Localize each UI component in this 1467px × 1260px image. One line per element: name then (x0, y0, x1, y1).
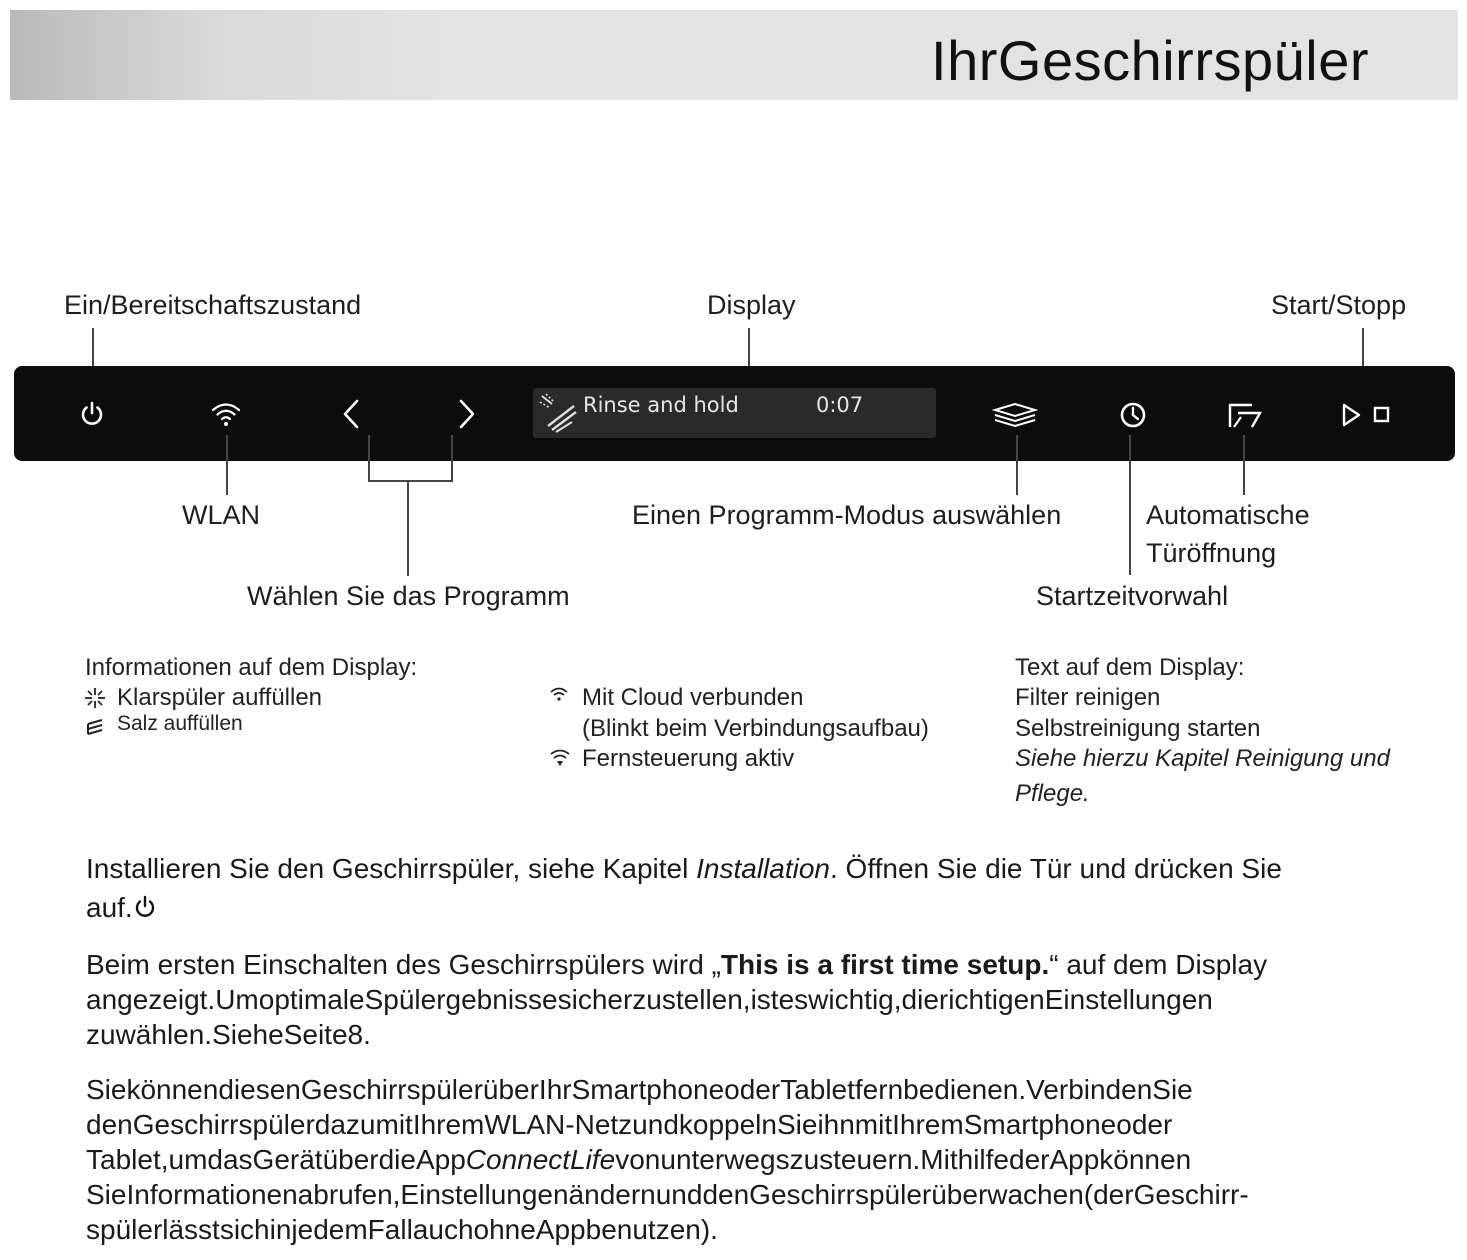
door-open-icon[interactable] (1226, 400, 1264, 430)
p2-text-2: “ auf dem Display (1049, 949, 1268, 980)
p2-setup-message: This is a first time setup. (720, 949, 1050, 980)
leader-line-wlan (226, 435, 228, 495)
info-salt: Salz auffüllen (117, 712, 243, 735)
p1-text: Installieren Sie den Geschirrspüler, siehe Kapitel (86, 853, 697, 884)
stop-icon[interactable] (1372, 405, 1392, 425)
p1-text-3: auf. (86, 892, 133, 923)
paragraph-connectlife (86, 1072, 1406, 1247)
leader-line-program (407, 480, 409, 576)
leader-line-bracket (368, 480, 453, 482)
display-program-name: Rinse and hold (583, 393, 739, 417)
info-rinse-aid: Klarspüler auffüllen (117, 684, 323, 711)
info-remote: Fernsteuerung aktiv (582, 745, 795, 772)
rinse-aid-icon (84, 687, 106, 709)
info-left-heading: Informationen auf dem Display: (85, 654, 418, 681)
label-display: Display (707, 290, 796, 320)
p3-app-name: ConnectLife (465, 1144, 616, 1175)
remote-control-icon (549, 748, 571, 768)
info-right-heading: Text auf dem Display: (1015, 654, 1245, 681)
p3-text-1: SiekönnendiesenGeschirrspülerüberIhrSmartphoneoderTabletfernbedienen.VerbindenSie (86, 1074, 1193, 1105)
p3-text-4: vonunterwegszusteuern.MithilfederAppkönnen (615, 1144, 1192, 1175)
p3-text-5: SieInformationenabrufen,EinstellungenändernunddenGeschirrspülerüberwachen(derGeschirr- (86, 1179, 1249, 1210)
salt-icon (84, 716, 106, 738)
p3-text-6: spülerlässtsichinjedemFallauchohneAppbenutzen). (86, 1214, 718, 1245)
label-power: Ein/Bereitschaftszustand (64, 290, 362, 320)
p3-text-3: Tablet,umdasGerätüberdieApp (86, 1144, 466, 1175)
leader-line-next (451, 435, 453, 481)
paragraph-install (86, 851, 1406, 927)
label-auto-door-2: Türöffnung (1146, 538, 1277, 568)
layers-icon[interactable] (992, 402, 1038, 428)
rinse-spray-icon (538, 392, 578, 434)
p2-text-3: angezeigt.UmoptimaleSpülergebnissesicherzustellen,isteswichtig,dierichtigenEinstellungen (86, 984, 1213, 1015)
p2-text: Beim ersten Einschalten des Geschirrspülers wird „ (86, 949, 721, 980)
info-see-chapter-2: Pflege. (1015, 780, 1090, 807)
page-title: IhrGeschirrspüler (931, 29, 1369, 92)
p1-link-installation: Installation (696, 853, 830, 884)
leader-line-door (1243, 435, 1245, 495)
clock-icon[interactable] (1118, 400, 1148, 430)
label-select-program: Wählen Sie das Programm (247, 581, 570, 611)
p1-text-2: . Öffnen Sie die Tür und drücken Sie (829, 853, 1282, 884)
leader-line-mode (1016, 435, 1018, 495)
label-wlan: WLAN (182, 500, 261, 530)
wifi-icon[interactable] (210, 400, 242, 428)
power-icon[interactable] (78, 400, 106, 428)
info-cloud-note: (Blinkt beim Verbindungsaufbau) (582, 715, 929, 742)
info-see-chapter: Siehe hierzu Kapitel Reinigung und (1015, 745, 1390, 772)
leader-line-prev (368, 435, 370, 481)
cloud-wifi-icon (549, 686, 569, 702)
play-icon[interactable] (1340, 402, 1362, 428)
p2-text-4: zuwählen.SieheSeite8. (86, 1019, 371, 1050)
leader-line-delay (1129, 435, 1131, 575)
label-program-mode: Einen Programm-Modus auswählen (632, 500, 1062, 530)
chevron-left-icon[interactable] (340, 398, 362, 430)
info-self-clean: Selbstreinigung starten (1015, 715, 1261, 742)
label-start-stop: Start/Stopp (1271, 290, 1407, 320)
label-auto-door-1: Automatische (1146, 500, 1310, 530)
info-filter: Filter reinigen (1015, 684, 1161, 711)
paragraph-first-setup (86, 947, 1406, 1052)
p3-text-2: denGeschirrspülerdazumitIhremWLAN-NetzundkoppelnSieihnmitIhremSmartphoneoder (86, 1109, 1173, 1140)
info-cloud: Mit Cloud verbunden (582, 684, 804, 711)
power-icon-inline (133, 892, 157, 927)
display-time: 0:07 (816, 393, 864, 417)
chevron-right-icon[interactable] (456, 398, 478, 430)
label-delay-start: Startzeitvorwahl (1036, 581, 1229, 611)
